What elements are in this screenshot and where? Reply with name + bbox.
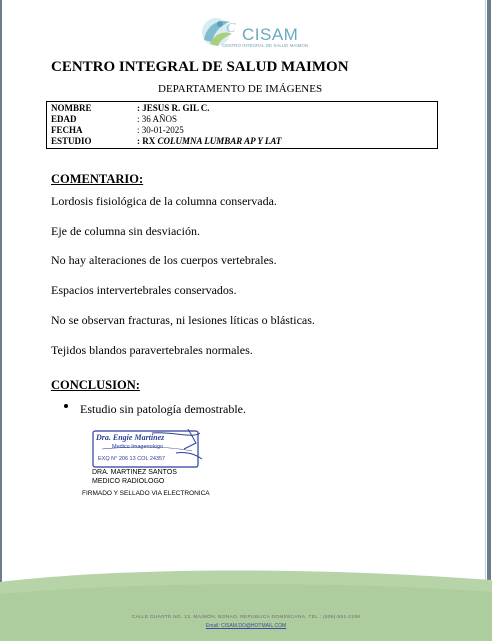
footer-email[interactable] [0, 623, 492, 629]
page-frame-right [487, 0, 491, 641]
bullet-icon [64, 404, 68, 408]
stamp-name: Dra. Engie Martinez [96, 433, 165, 442]
comentario-title: COMENTARIO: [51, 172, 144, 186]
patient-value-name: : JESUS R. GIL C. [137, 103, 210, 113]
logo-subtitle: CENTRO INTEGRAL DE SALUD MAIMON [222, 43, 309, 48]
stamp-exequatur: EXQ N° 206 13 COL 24357 [98, 456, 166, 462]
doctor-name: DRA. MARTINEZ SANTOS [92, 469, 177, 476]
study-prefix: : RX [137, 136, 158, 146]
finding-item: Lordosis fisiológica de la columna conservada. [51, 194, 277, 208]
conclusion-title: CONCLUSION: [51, 378, 140, 392]
footer-address: CALLE DUARTE NO. 13, MAIMÓN, BONAO, REPUBLICA DOMINICANA, TEL.: (809)-551-2198 [131, 615, 361, 620]
patient-label-date: FECHA [51, 125, 83, 135]
stamp-role: Medico Imagenologo [112, 444, 164, 450]
patient-label-age: EDAD [51, 114, 77, 124]
conclusion-item: Estudio sin patología demostrable. [80, 402, 246, 416]
finding-item: Espacios intervertebrales conservados. [51, 283, 237, 297]
patient-value-date: : 30-01-2025 [137, 125, 184, 135]
logo-text: CISAM [242, 25, 299, 44]
patient-label-study: ESTUDIO [51, 136, 92, 146]
footer-email-address: CISAM.DO@HOTMAIL.COM [221, 623, 287, 629]
patient-info-box [46, 101, 438, 149]
page-frame-right-inner [485, 0, 486, 641]
patient-value-age: : 36 AÑOS [137, 114, 178, 124]
study-name: COLUMNA LUMBAR AP Y LAT [157, 136, 282, 146]
doctor-role: MEDICO RADIOLOGO [92, 478, 165, 485]
page-frame-left [0, 0, 2, 641]
finding-item: No hay alteraciones de los cuerpos vertebrales. [51, 253, 277, 267]
signature-note: FIRMADO Y SELLADO VIA ELECTRONICA [82, 490, 210, 497]
department-title: DEPARTAMENTO DE IMÁGENES [158, 83, 323, 95]
page-title: CENTRO INTEGRAL DE SALUD MAIMON [51, 59, 349, 75]
svg-text:C: C [226, 21, 236, 36]
footer-email-prefix: Email: [205, 623, 220, 629]
finding-item: No se observan fracturas, ni lesiones líticas o blásticas. [51, 313, 315, 327]
patient-value-study [137, 136, 281, 146]
finding-item: Eje de columna sin desviación. [51, 224, 200, 238]
finding-item: Tejidos blandos paravertebrales normales. [51, 343, 253, 357]
patient-label-name: NOMBRE [51, 103, 92, 113]
